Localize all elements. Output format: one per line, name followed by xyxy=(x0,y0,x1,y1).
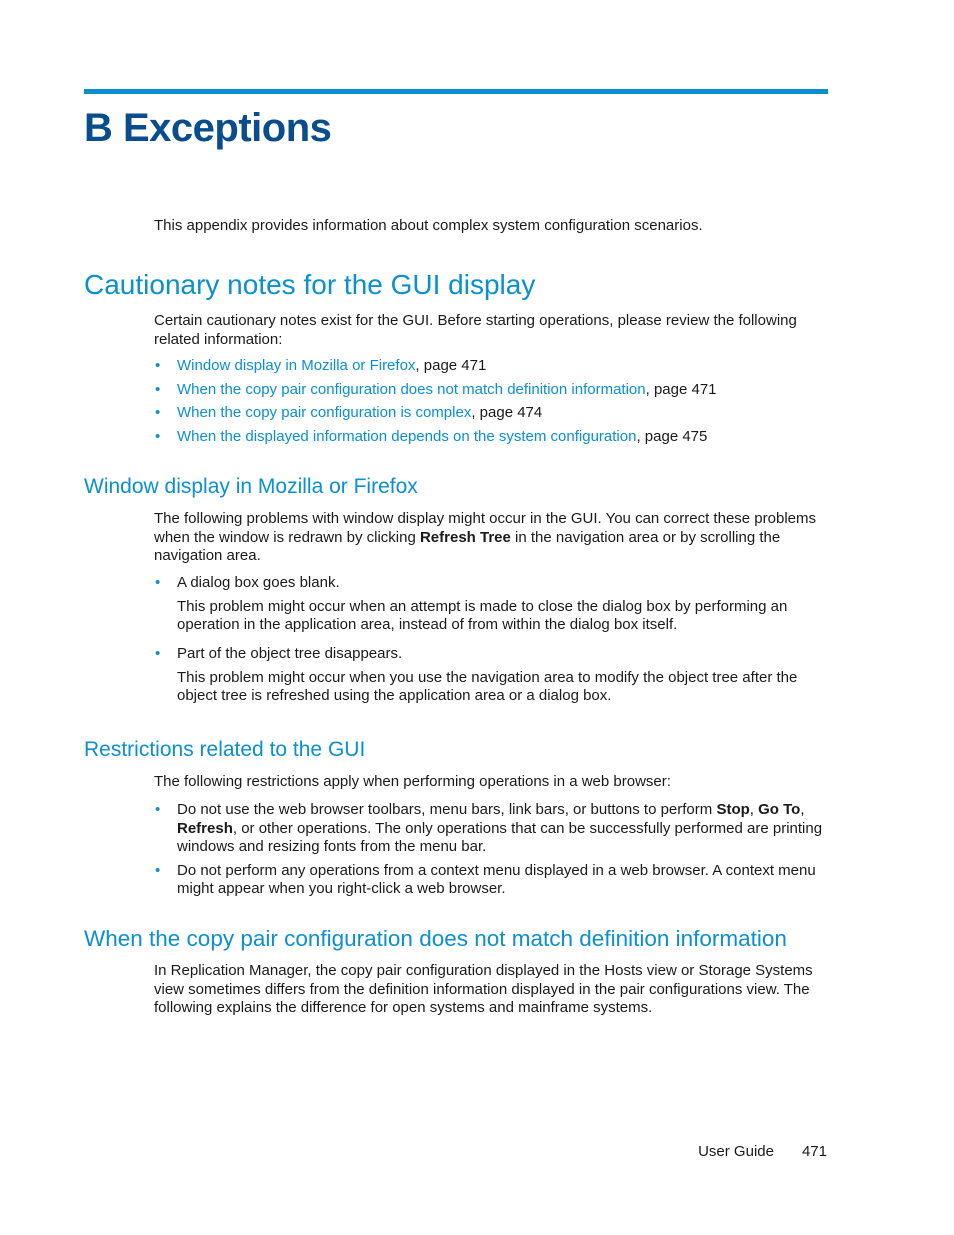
link-page-ref: , page 471 xyxy=(415,357,487,374)
bullet-icon: • xyxy=(155,574,161,591)
restriction-text: Do not perform any operations from a context menu displayed in a web browser. A context menu might appear when you right-click a web browser. xyxy=(177,861,816,897)
refresh-label: Refresh xyxy=(177,819,233,837)
copy-pair-intro: In Replication Manager, the copy pair configuration displayed in the Hosts view or Storage Systems view sometimes differs from the definition information displayed in the pair configurations view. The following explains the difference for open systems and mainframe systems. xyxy=(154,962,813,1016)
heading-window-display: Window display in Mozilla or Firefox xyxy=(84,475,418,498)
link-copy-pair-complex[interactable]: When the copy pair configuration is complex xyxy=(177,404,472,421)
restriction-text-end: , or other operations. The only operations that can be successfully performed are printing windows and resizing fonts from the menu bar. xyxy=(177,819,823,855)
bullet-icon: • xyxy=(155,427,161,445)
bullet-icon: • xyxy=(155,404,161,421)
refresh-tree-label: Refresh Tree xyxy=(419,528,511,546)
cautionary-intro: Certain cautionary notes exist for the GUI. Before starting operations, please review the following related information: xyxy=(154,312,797,348)
list-item xyxy=(154,428,830,447)
separator: , xyxy=(800,801,805,818)
chapter-title: B Exceptions xyxy=(84,106,332,150)
heading-copy-pair-mismatch: When the copy pair configuration does not match definition information xyxy=(84,926,787,951)
list-item xyxy=(154,862,830,899)
goto-label: Go To xyxy=(758,801,801,818)
link-page-ref: , page 474 xyxy=(471,404,543,421)
heading-cautionary-notes: Cautionary notes for the GUI display xyxy=(84,269,536,300)
restrictions-intro: The following restrictions apply when performing operations in a web browser: xyxy=(154,773,671,790)
footer-label: User Guide xyxy=(698,1143,774,1160)
link-page-ref: , page 471 xyxy=(645,380,717,398)
link-copy-pair-mismatch[interactable]: When the copy pair configuration does not match definition information xyxy=(177,380,646,398)
list-item xyxy=(154,404,830,423)
separator: , xyxy=(749,801,759,818)
window-problem-list-2 xyxy=(154,645,830,706)
page-number: 471 xyxy=(801,1143,827,1160)
list-item xyxy=(154,381,830,400)
link-page-ref: , page 475 xyxy=(636,427,708,445)
top-rule xyxy=(84,89,828,94)
link-window-display[interactable]: Window display in Mozilla or Firefox xyxy=(177,357,416,374)
heading-restrictions: Restrictions related to the GUI xyxy=(84,738,366,761)
problem-title: Part of the object tree disappears. xyxy=(177,645,403,662)
problem-title: A dialog box goes blank. xyxy=(177,574,340,591)
window-problem-list xyxy=(154,574,830,635)
cautionary-link-list xyxy=(154,357,830,446)
list-item xyxy=(154,801,830,857)
window-intro-text: The following problems with window display might occur in the GUI. You can correct these problems when the window is redrawn by clicking xyxy=(154,510,816,546)
window-intro-text-end: in the navigation area or by scrolling the navigation area. xyxy=(154,528,781,564)
list-item xyxy=(154,357,830,376)
problem-detail: This problem might occur when an attempt is made to close the dialog box by performing an operation in the application area, instead of from within the dialog box itself. xyxy=(177,597,788,633)
bullet-icon: • xyxy=(155,357,161,374)
chapter-intro: This appendix provides information about complex system configuration scenarios. xyxy=(154,217,703,234)
page-footer xyxy=(698,1143,827,1160)
restriction-text: Do not use the web browser toolbars, menu bars, link bars, or buttons to perform xyxy=(177,801,717,818)
restrictions-list xyxy=(154,801,830,899)
bullet-icon: • xyxy=(155,380,161,398)
list-item xyxy=(154,574,830,635)
bullet-icon: • xyxy=(155,645,161,662)
problem-detail: This problem might occur when you use the navigation area to modify the object tree after the object tree is refreshed using the application area or a dialog box. xyxy=(177,668,798,704)
bullet-icon: • xyxy=(155,801,161,818)
window-display-intro xyxy=(154,510,830,566)
bullet-icon: • xyxy=(155,861,161,879)
link-displayed-info[interactable]: When the displayed information depends on the system configuration xyxy=(177,427,637,445)
stop-label: Stop xyxy=(716,801,750,818)
list-item xyxy=(154,645,830,706)
